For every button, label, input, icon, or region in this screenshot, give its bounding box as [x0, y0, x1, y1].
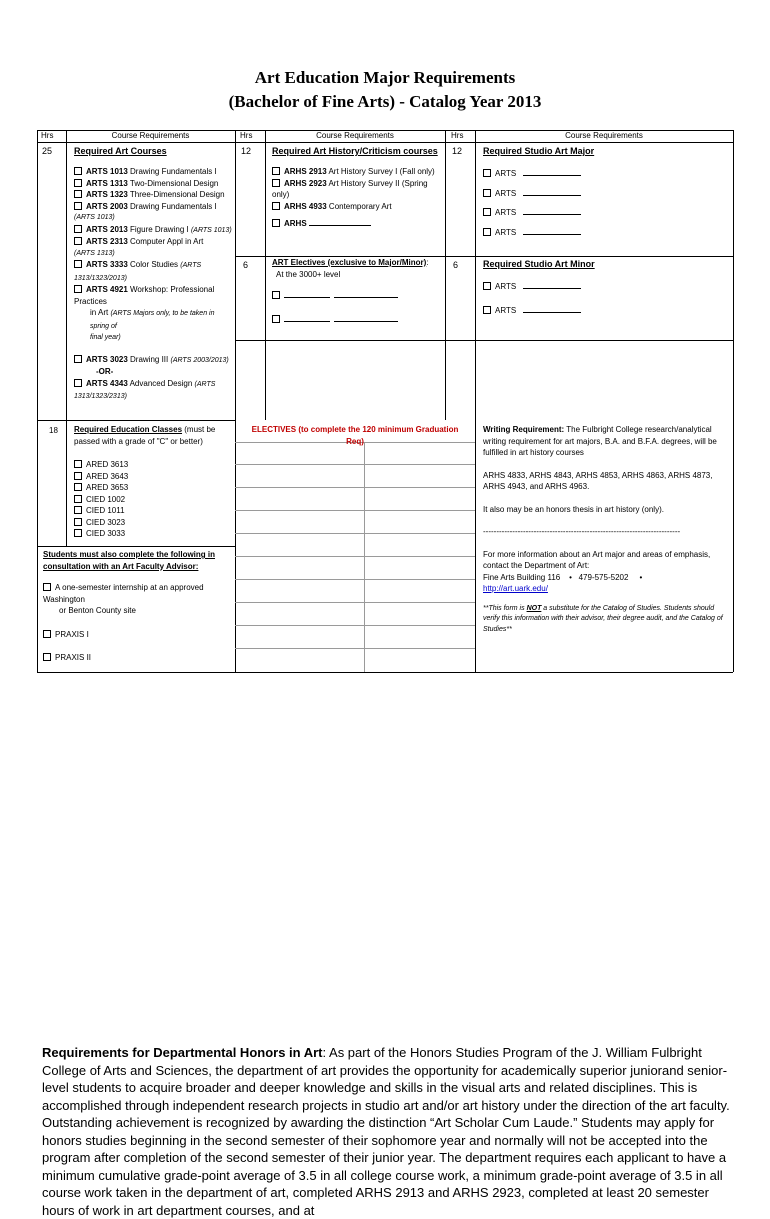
checkbox-icon[interactable] — [483, 189, 491, 197]
header-hrs: Hrs — [451, 131, 464, 140]
studio-art-major — [483, 145, 728, 238]
table-rule — [235, 340, 475, 341]
class-item: CIED 1002 — [74, 494, 232, 506]
checkbox-icon[interactable] — [74, 355, 82, 363]
course-item: ARTS 2003 Drawing Fundamentals I — [74, 201, 232, 213]
checkbox-icon[interactable] — [74, 483, 82, 491]
or-separator: -OR- — [96, 367, 114, 376]
section-title: Required Studio Art Minor — [483, 259, 595, 269]
studio-art-minor — [483, 258, 728, 316]
advisor-note: Students must also complete the following in consultation with an Art Faculty Advisor: — [43, 550, 216, 571]
prereq-note: (ARTS 1013) — [74, 214, 115, 221]
section-title: Required Art Courses — [74, 146, 167, 156]
honors-text: : As part of the Honors Studies Program of the J. William Fulbright College of Arts and Sciences, the department of art provides the opportunity for academically superior juniorand senior-level students to acquire broader and deeper knowledge and skills in the visual arts and related disciplines. This is accomplished through independent research projects in studio art and/or art history under the direction of the art faculty. Outstanding achievement is recognized by awarding the distinction “Art Scholar Cum Laude.” Students may apply for honors studies beginning in the second semester of their sophomore year and normally will not be accepted into the program after completion of the second semester of their junior year. The department requires each applicant to have a minimum cumulative grade-point average of 3.5 in all college course work, a minimum grade-point average of 3.5 in all course work taken in the department of art, completed ARHS 2913 and ARHS 2923, completed at least 20 semester hours of work in art department courses, and at — [42, 1045, 730, 1218]
table-col-rule — [265, 130, 266, 420]
checkbox-icon[interactable] — [74, 518, 82, 526]
internship-line: Washington — [43, 594, 85, 604]
course-item: ARHS 2913 Art History Survey I (Fall only) — [272, 166, 442, 178]
praxis-item: PRAXIS I — [43, 629, 231, 641]
header-course-requirements: Course Requirements — [565, 131, 643, 140]
arts-blank: ARTS — [483, 168, 728, 180]
page-title: Art Education Major Requirements — [254, 68, 516, 87]
elective-blank — [272, 290, 442, 302]
art-history-courses — [272, 145, 442, 230]
honors-paragraph — [42, 1044, 732, 1219]
table-col-rule — [475, 130, 476, 672]
course-item: ARTS 1313 Two-Dimensional Design — [74, 178, 232, 190]
electives-level: At the 3000+ level — [276, 269, 341, 279]
checkbox-icon[interactable] — [483, 169, 491, 177]
hours-art-history: 12 — [241, 146, 252, 156]
class-item: ARED 3653 — [74, 482, 232, 494]
checkbox-icon[interactable] — [43, 630, 51, 638]
checkbox-icon[interactable] — [74, 379, 82, 387]
required-education-classes: Required Education Classes (must be passed with a grade of "C" or better) ARED 3613 ARED 3643 ARED 3653 CIED 1002 CIED 1011 CIED 3023 CIED 3033 — [74, 424, 232, 540]
checkbox-icon[interactable] — [272, 315, 280, 323]
course-item: ARTS 2313 Computer Appl in Art — [74, 236, 232, 248]
checkbox-icon[interactable] — [272, 202, 280, 210]
checkbox-icon[interactable] — [74, 460, 82, 468]
course-item: ARTS 1323 Three-Dimensional Design — [74, 189, 232, 201]
honors-label: Requirements for Departmental Honors in Art — [42, 1045, 323, 1060]
divider-dashes: -------------------------------------------------------------------------- — [483, 527, 681, 536]
header-hrs: Hrs — [41, 131, 54, 140]
checkbox-icon[interactable] — [74, 225, 82, 233]
arts-blank: ARTS — [483, 281, 728, 293]
table-header-rule — [37, 142, 733, 143]
page-subtitle: (Bachelor of Fine Arts) - Catalog Year 2013 — [228, 92, 542, 111]
writing-courses: ARHS 4833, ARHS 4843, ARHS 4853, ARHS 4863, ARHS 4873, ARHS 4943, and ARHS 4963. — [483, 470, 713, 491]
checkbox-icon[interactable] — [74, 529, 82, 537]
course-item: ARTS 1013 Drawing Fundamentals I — [74, 166, 232, 178]
checkbox-icon[interactable] — [43, 583, 51, 591]
class-item: CIED 1011 — [74, 505, 232, 517]
writing-requirement — [483, 424, 723, 635]
art-electives: ART Electives (exclusive to Major/Minor): At the 3000+ level — [272, 257, 442, 325]
department-address: Fine Arts Building 116 • 479-575-5202 • — [483, 572, 643, 582]
required-art-courses — [74, 145, 232, 403]
checkbox-icon[interactable] — [272, 167, 280, 175]
checkbox-icon[interactable] — [74, 260, 82, 268]
hours-studio-major: 12 — [452, 146, 463, 156]
hours-studio-minor: 6 — [453, 260, 459, 270]
internship-item: A one-semester internship at an approved — [43, 582, 231, 594]
course-item: ARTS 3333 Color Studies (ARTS 1313/1323/2013) — [74, 260, 202, 282]
course-item: ARHS — [272, 218, 442, 230]
honors-thesis-note: It also may be an honors thesis in art history (only). — [483, 504, 664, 514]
hours-art-courses: 25 — [42, 146, 53, 156]
prereq-note: (ARTS 1313) — [74, 249, 115, 257]
more-info: For more information about an Art major and areas of emphasis, contact the Department of Art: — [483, 549, 711, 570]
checkbox-icon[interactable] — [74, 285, 82, 293]
course-item: ARTS 2013 Figure Drawing I (ARTS 1013) — [74, 224, 232, 237]
writing-text: The Fulbright College research/analytical writing requirement for art majors, B.A. and B.F.A. degrees, will be fulfilled in art history courses — [483, 425, 717, 457]
table-border-bottom — [37, 672, 733, 673]
course-item: ARTS 4921 Workshop: Professional Practices — [74, 285, 215, 306]
praxis-item: PRAXIS II — [43, 652, 231, 664]
checkbox-icon[interactable] — [43, 653, 51, 661]
table-rule — [37, 546, 235, 547]
checkbox-icon[interactable] — [483, 282, 491, 290]
table-border-right — [733, 130, 734, 672]
checkbox-icon[interactable] — [74, 179, 82, 187]
checkbox-icon[interactable] — [74, 472, 82, 480]
course-item: ARHS 4933 Contemporary Art — [272, 201, 442, 213]
section-title: Required Studio Art Major — [483, 146, 595, 156]
prereq-note: final year) — [90, 334, 121, 341]
checkbox-icon[interactable] — [74, 202, 82, 210]
checkbox-icon[interactable] — [74, 237, 82, 245]
arts-blank: ARTS — [483, 188, 728, 200]
electives-graduation: ELECTIVES (to complete the 120 minimum Graduation Req) — [251, 425, 459, 446]
hours-electives: 6 — [243, 260, 249, 270]
header-course-requirements: Course Requirements — [316, 131, 394, 140]
table-col-rule — [445, 130, 446, 420]
checkbox-icon[interactable] — [272, 179, 280, 187]
table-col-rule — [235, 130, 236, 672]
advisor-section — [43, 549, 231, 664]
course-item: ARHS 2923 Art History Survey II (Spring only) — [272, 178, 428, 199]
checkbox-icon[interactable] — [483, 228, 491, 236]
table-rule — [475, 256, 733, 257]
checkbox-icon[interactable] — [272, 219, 280, 227]
section-title: Required Art History/Criticism courses — [272, 146, 438, 156]
class-item: ARED 3613 — [74, 459, 232, 471]
course-item: ARTS 4343 Advanced Design (ARTS 1313/1323/2313) — [74, 378, 216, 400]
section-title: Required Education Classes — [74, 425, 183, 434]
writing-label: Writing Requirement: — [483, 425, 565, 434]
checkbox-icon[interactable] — [483, 306, 491, 314]
department-link[interactable]: http://art.uark.edu/ — [483, 584, 548, 593]
elective-blank — [272, 314, 442, 326]
class-item: ARED 3643 — [74, 471, 232, 483]
checkbox-icon[interactable] — [272, 291, 280, 299]
checkbox-icon[interactable] — [74, 190, 82, 198]
checkbox-icon[interactable] — [74, 167, 82, 175]
table-col-rule — [66, 130, 67, 546]
checkbox-icon[interactable] — [74, 506, 82, 514]
arts-blank: ARTS — [483, 207, 728, 219]
checkbox-icon[interactable] — [483, 208, 491, 216]
class-item: CIED 3033 — [74, 528, 232, 540]
header-course-requirements: Course Requirements — [111, 131, 190, 140]
table-border-left — [37, 130, 38, 672]
table-rule — [475, 340, 733, 341]
disclaimer: **This form is NOT a substitute for the Catalog of Studies. Students should verify this information with their advisor, their degree audit, and the Catalog of Studies** — [483, 604, 723, 633]
internship-line: or Benton County site — [59, 606, 136, 615]
section-title: ART Electives (exclusive to Major/Minor) — [272, 258, 427, 267]
course-item: ARTS 3023 Drawing III (ARTS 2003/2013) — [74, 354, 232, 367]
arts-blank: ARTS — [483, 227, 728, 239]
arts-blank: ARTS — [483, 305, 728, 317]
checkbox-icon[interactable] — [74, 495, 82, 503]
class-item: CIED 3023 — [74, 517, 232, 529]
header-hrs: Hrs — [240, 131, 253, 140]
course-continuation: in Art (ARTS Majors only, to be taken in spring of — [90, 308, 215, 330]
hours-education: 18 — [49, 426, 58, 435]
